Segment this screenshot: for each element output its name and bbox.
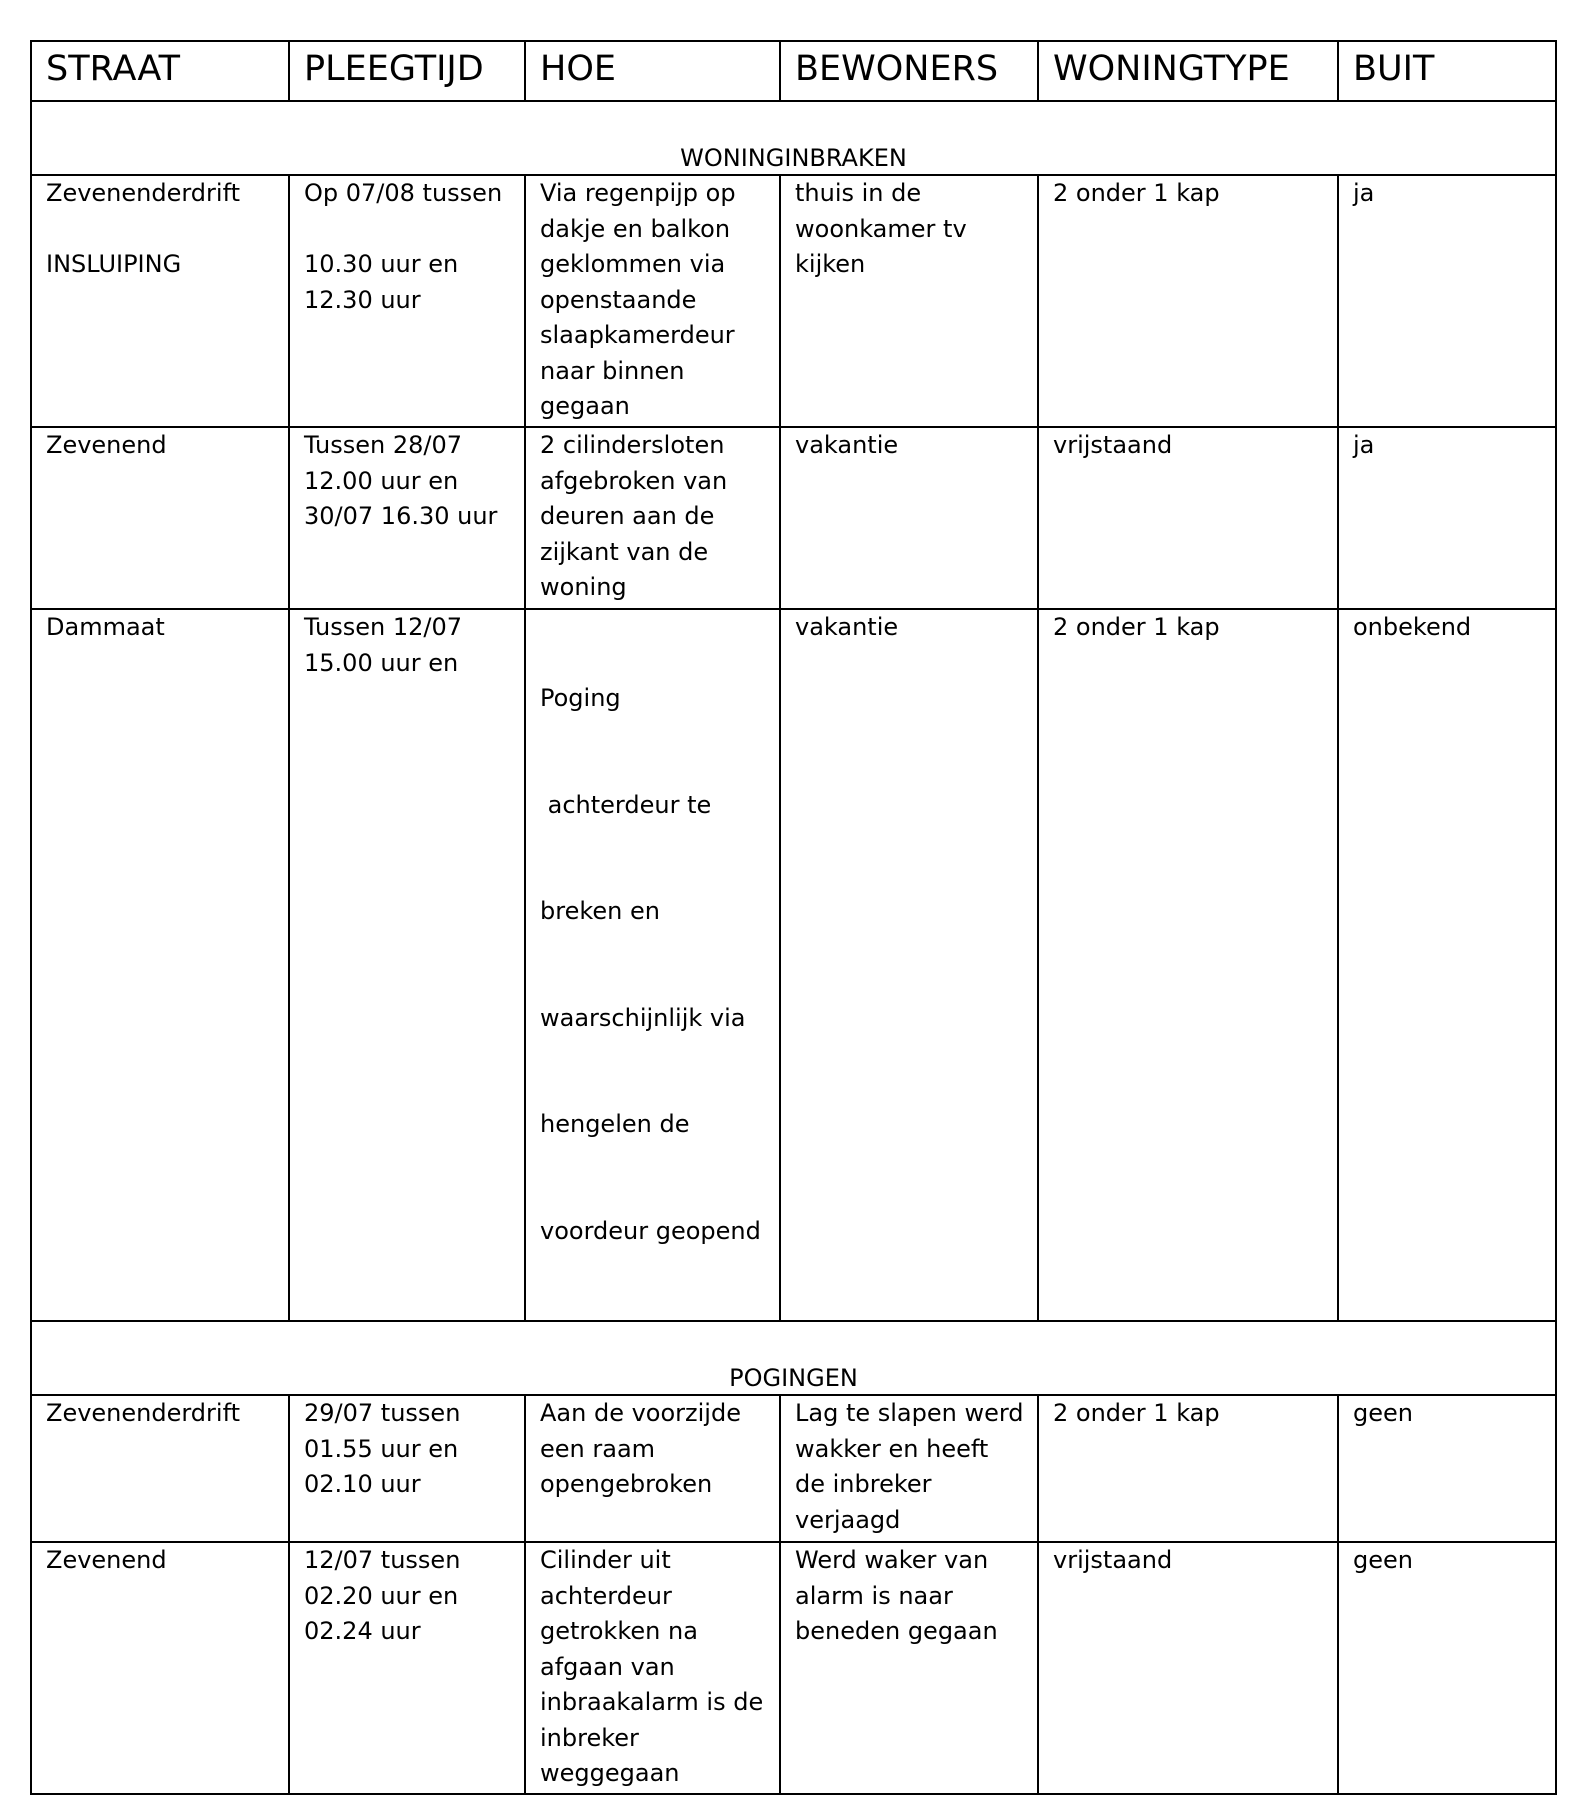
column-header-woningtype: WONINGTYPE [1038, 41, 1338, 101]
cell-buit: ja [1338, 175, 1556, 427]
cell-bewoners [780, 1542, 1038, 1794]
hoe-line: deuren aan de [540, 502, 715, 530]
table-row [31, 609, 1556, 1321]
hoe-line: afgebroken van [540, 466, 728, 495]
hoe-line: Cilinder uit [540, 1546, 671, 1574]
hoe-line: een raam [540, 1434, 656, 1463]
cell-pleegtijd [289, 1542, 525, 1794]
cell-woningtype: vrijstaand [1038, 1542, 1338, 1794]
table-row [31, 1542, 1556, 1794]
cell-buit: onbekend [1338, 609, 1556, 1321]
header-row [31, 41, 1556, 101]
pleegtijd-line: 02.24 uur [304, 1617, 421, 1645]
pleegtijd-line: 12.00 uur en [304, 466, 459, 495]
section-title-woninginbraken: WONINGINBRAKEN [31, 101, 1556, 175]
pleegtijd-line: 30/07 16.30 uur [304, 502, 498, 530]
cell-bewoners [780, 427, 1038, 609]
cell-bewoners [780, 175, 1038, 427]
incidents-table [30, 40, 1557, 1795]
pleegtijd-line: 02.20 uur en [304, 1581, 459, 1610]
cell-hoe [525, 427, 780, 609]
hoe-line: geklommen via [540, 250, 726, 278]
hoe-line: hengelen de [540, 1110, 690, 1138]
bewoners-line: thuis in de [795, 179, 922, 207]
hoe-line: gegaan [540, 392, 630, 420]
hoe-line: zijkant van de [540, 537, 709, 566]
pleegtijd-line: 29/07 tussen [304, 1399, 461, 1427]
hoe-line: opengebroken [540, 1470, 713, 1498]
hoe-line: naar binnen [540, 356, 685, 385]
hoe-line: Via regenpijp op [540, 179, 736, 207]
hoe-line: breken en [540, 897, 660, 925]
hoe-line: voordeur geopend [540, 1216, 761, 1245]
hoe-line: getrokken na [540, 1617, 698, 1645]
column-header-buit: BUIT [1338, 41, 1556, 101]
bewoners-line: verjaagd [795, 1505, 901, 1534]
cell-straat: Zevenend [31, 1542, 289, 1794]
cell-hoe [525, 1395, 780, 1542]
pleegtijd-line: 01.55 uur en [304, 1434, 459, 1463]
table-row [31, 427, 1556, 609]
table-row [31, 1395, 1556, 1542]
cell-buit: geen [1338, 1542, 1556, 1794]
bewoners-line: vakantie [795, 613, 899, 641]
table-row [31, 175, 1556, 427]
hoe-line: openstaande [540, 285, 697, 314]
pleegtijd-line: 12.30 uur [304, 285, 421, 314]
pleegtijd-line: Tussen 12/07 [304, 613, 463, 641]
cell-pleegtijd [289, 427, 525, 609]
cell-straat: Zevenenderdrift [31, 1395, 289, 1542]
bewoners-line: Lag te slapen werd [795, 1399, 1024, 1427]
hoe-line: achterdeur [540, 1581, 672, 1610]
bewoners-line: Werd waker van [795, 1546, 989, 1574]
cell-pleegtijd [289, 1395, 525, 1542]
pleegtijd-line: 02.10 uur [304, 1470, 421, 1498]
column-header-hoe: HOE [525, 41, 780, 101]
cell-straat [31, 175, 289, 427]
cell-hoe [525, 1542, 780, 1794]
hoe-line: Poging [540, 684, 621, 712]
straat-text: Zevenenderdrift [46, 179, 241, 207]
cell-buit: ja [1338, 427, 1556, 609]
hoe-line: afgaan van [540, 1652, 675, 1681]
bewoners-line: kijken [795, 250, 866, 278]
pleegtijd-line: 10.30 uur en [304, 250, 459, 278]
cell-buit: geen [1338, 1395, 1556, 1542]
cell-pleegtijd [289, 175, 525, 427]
hoe-line: slaapkamerdeur [540, 321, 735, 349]
pleegtijd-line: 15.00 uur en [304, 648, 459, 677]
cell-straat: Dammaat [31, 609, 289, 1321]
cell-woningtype: vrijstaand [1038, 427, 1338, 609]
hoe-line: waarschijnlijk via [540, 1003, 746, 1032]
cell-bewoners [780, 609, 1038, 1321]
straat-note: INSLUIPING [46, 250, 182, 278]
hoe-line: achterdeur te [540, 790, 712, 819]
cell-straat: Zevenend [31, 427, 289, 609]
bewoners-line: vakantie [795, 431, 899, 459]
pleegtijd-line: Op 07/08 tussen [304, 179, 503, 207]
cell-woningtype: 2 onder 1 kap [1038, 609, 1338, 1321]
cell-woningtype: 2 onder 1 kap [1038, 1395, 1338, 1542]
cell-pleegtijd [289, 609, 525, 1321]
bewoners-line: alarm is naar [795, 1581, 953, 1610]
column-header-straat: STRAAT [31, 41, 289, 101]
bewoners-line: wakker en heeft [795, 1434, 989, 1463]
hoe-line: dakje en balkon [540, 214, 731, 243]
cell-hoe [525, 175, 780, 427]
section-row [31, 101, 1556, 175]
bewoners-line: beneden gegaan [795, 1617, 998, 1645]
hoe-line: inbraakalarm is de [540, 1688, 764, 1716]
section-row [31, 1321, 1556, 1395]
hoe-line: weggegaan [540, 1759, 680, 1787]
hoe-line: inbreker [540, 1723, 639, 1752]
hoe-line: woning [540, 573, 627, 601]
pleegtijd-line: Tussen 28/07 [304, 431, 463, 459]
column-header-pleegtijd: PLEEGTIJD [289, 41, 525, 101]
cell-hoe [525, 609, 780, 1321]
column-header-bewoners: BEWONERS [780, 41, 1038, 101]
bewoners-line: woonkamer tv [795, 214, 967, 243]
cell-woningtype: 2 onder 1 kap [1038, 175, 1338, 427]
cell-bewoners [780, 1395, 1038, 1542]
hoe-line: 2 cilindersloten [540, 431, 725, 459]
pleegtijd-line: 12/07 tussen [304, 1546, 461, 1574]
section-title-pogingen: POGINGEN [31, 1321, 1556, 1395]
bewoners-line: de inbreker [795, 1470, 932, 1498]
hoe-line: Aan de voorzijde [540, 1399, 741, 1427]
